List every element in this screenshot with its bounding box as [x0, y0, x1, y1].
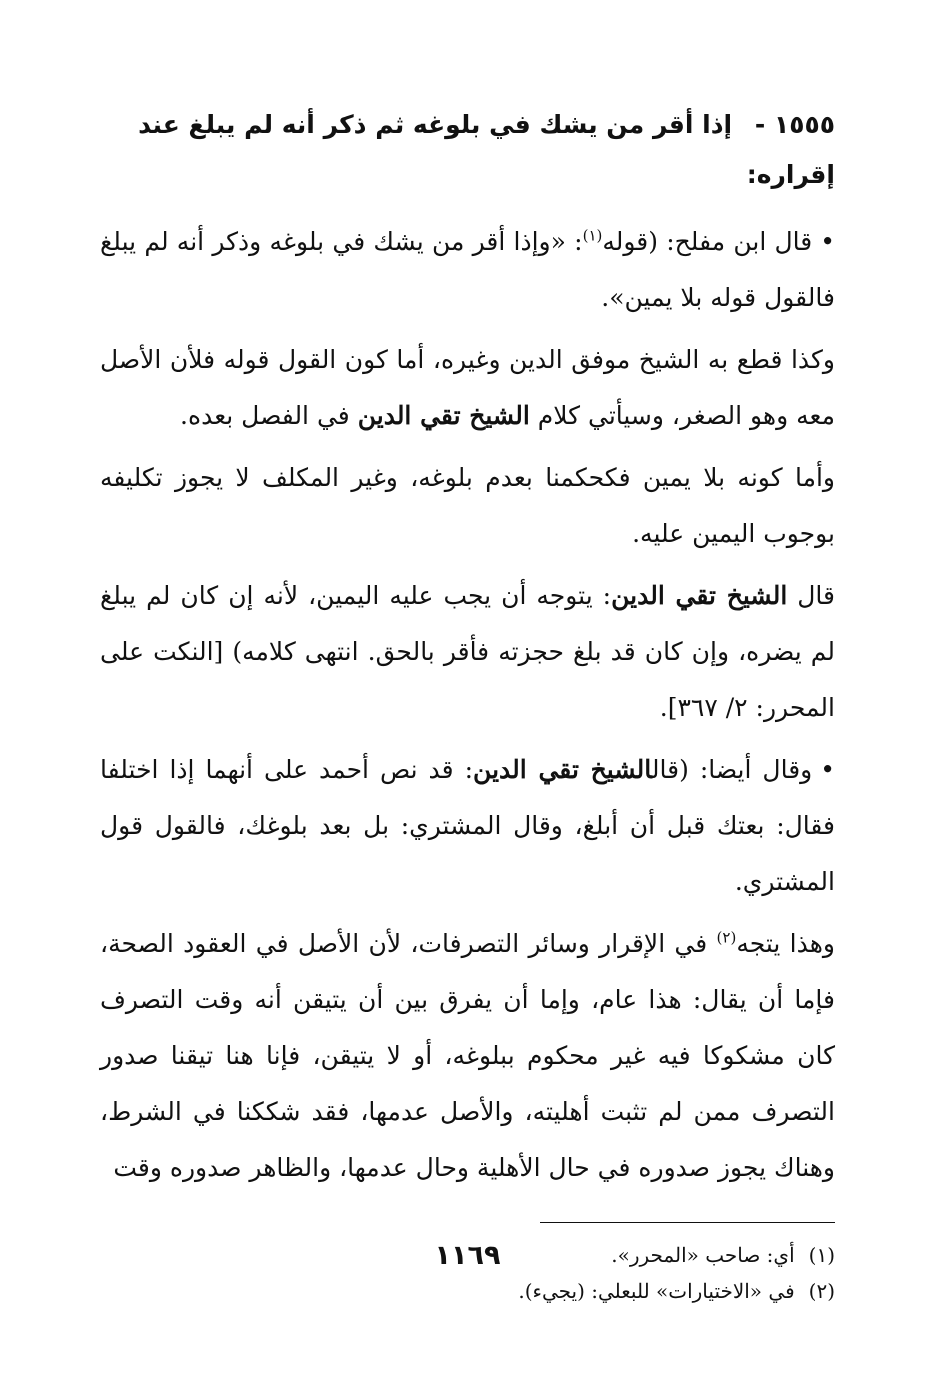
- paragraph-2: [100, 332, 835, 444]
- paragraph-5-text-b: : قد نص أحمد على أنهما إذا اختلفا فقال: بعتك قبل أن أبلغ، وقال المشتري: بل بعد بلوغك، فالقول قول المشتري.: [100, 755, 835, 896]
- paragraph-1: [100, 214, 835, 326]
- paragraph-4: [100, 568, 835, 736]
- paragraph-5: [100, 742, 835, 910]
- paragraph-3-text: وأما كونه بلا يمين فكحكمنا بعدم بلوغه، وغير المكلف لا يجوز تكليفه بوجوب اليمين عليه.: [100, 463, 835, 548]
- paragraph-2-text-a: وكذا قطع به الشيخ موفق الدين وغيره، أما كون القول قوله فلأن الأصل معه وهو الصغر، وسيأتي كلام: [100, 345, 835, 430]
- footnote-ref-1[interactable]: (١): [582, 226, 603, 245]
- paragraph-6-text-a: وهذا يتجه: [736, 929, 835, 958]
- paragraph-6: [100, 916, 835, 1196]
- footnote-2-number: (٢): [808, 1279, 835, 1303]
- paragraph-4-bold-name: الشيخ تقي الدين: [611, 581, 788, 610]
- footnote-ref-2[interactable]: (٢): [716, 928, 737, 947]
- footnote-2-text: في «الاختيارات» للبعلي: (يجيء).: [518, 1279, 795, 1303]
- paragraph-6-text-b: في الإقرار وسائر التصرفات، لأن الأصل في العقود الصحة، فإما أن يقال: هذا عام، وإما أن يفرق بين أن يتيقن أنه وقت التصرف كان مشكوكا فيه غير محكوم ببلوغه، أو لا يتيقن، فإنا هنا تيقنا صدور التصرف ممن لم تثبت أهليته، والأصل عدمها، فقد شككنا في الشرط، وهناك يجوز صدوره في حال الأهلية وحال عدمها، والظاهر صدوره وقت: [100, 929, 835, 1182]
- section-number: ١٥٥٥ -: [754, 110, 835, 139]
- paragraph-4-text-b: : يتوجه أن يجب عليه اليمين، لأنه إن كان لم يبلغ لم يضره، وإن كان قد بلغ حجزته فأقر بالحق. انتهى كلامه) [النكت على المحرر: ٢/ ٣٦٧].: [100, 581, 835, 722]
- footnote-1-text: أي: صاحب «المحرر».: [611, 1243, 795, 1267]
- paragraph-1-text-a: قال ابن مفلح: (قوله: [602, 227, 813, 256]
- paragraph-3: [100, 450, 835, 562]
- bullet-icon: •: [820, 227, 835, 256]
- footnote-2: [100, 1273, 835, 1309]
- paragraph-2-text-b: في الفصل بعده.: [180, 401, 350, 430]
- section-title: إذا أقر من يشك في بلوغه ثم ذكر أنه لم يبلغ عند إقراره:: [138, 110, 835, 189]
- section-heading: [100, 100, 835, 200]
- footnote-divider: [540, 1222, 835, 1223]
- paragraph-5-text-a: وقال أيضا: (قال: [651, 755, 813, 784]
- footnote-1-number: (١): [808, 1243, 835, 1267]
- paragraph-1-text-b: : «وإذا أقر من يشك في بلوغه وذكر أنه لم يبلغ فالقول قوله بلا يمين».: [100, 227, 835, 312]
- paragraph-4-text-a: قال: [797, 581, 835, 610]
- bullet-icon: •: [820, 755, 835, 784]
- page-number: ١١٦٩: [434, 1240, 501, 1271]
- paragraph-5-bold-name: الشيخ تقي الدين: [473, 755, 652, 784]
- paragraph-2-bold-name: الشيخ تقي الدين: [357, 401, 530, 430]
